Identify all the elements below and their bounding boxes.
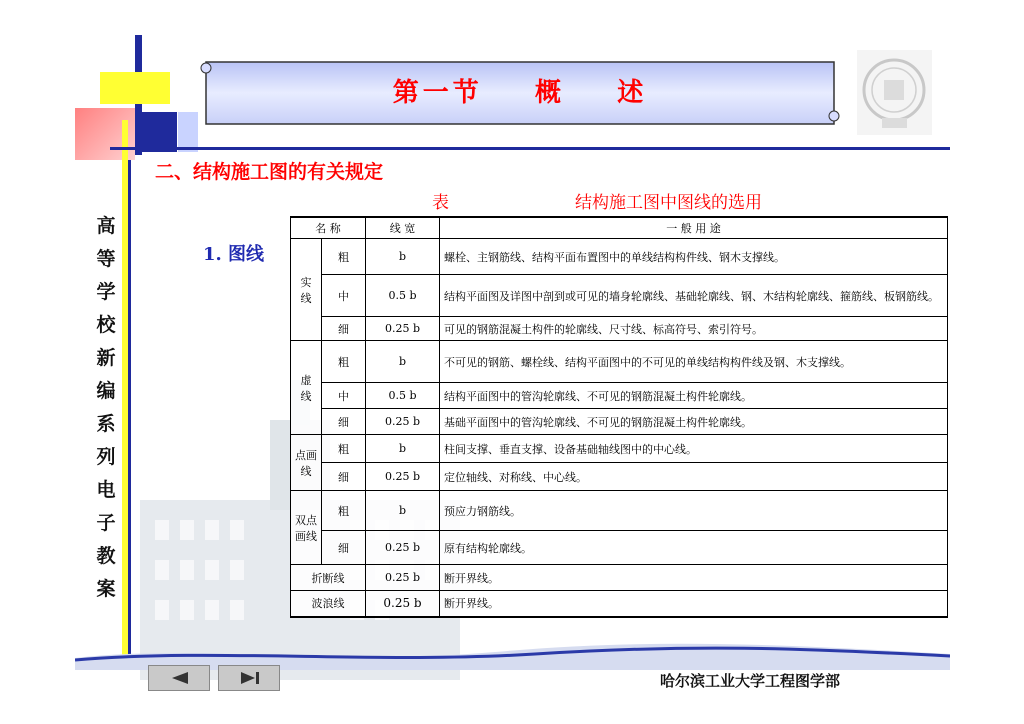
row-usage: 螺栓、主钢筋线、结构平面布置图中的单线结构构件线、钢木支撑线。 bbox=[440, 239, 948, 275]
side-char: 编 bbox=[96, 380, 116, 402]
side-char: 列 bbox=[96, 446, 116, 468]
decor-vertical-bar-blue-thin bbox=[128, 160, 131, 670]
row-weight: 粗 bbox=[322, 239, 366, 275]
row-width: 0.5 b bbox=[366, 275, 440, 317]
row-width: 0.25 b bbox=[366, 317, 440, 341]
side-char: 学 bbox=[96, 281, 116, 303]
row-width: 0.5 b bbox=[366, 383, 440, 409]
footer-institution: 哈尔滨工业大学工程图学部 bbox=[660, 672, 841, 690]
table-row bbox=[291, 565, 948, 591]
side-char: 子 bbox=[96, 512, 116, 534]
row-usage: 基础平面图中的管沟轮廓线、不可见的钢筋混凝土构件轮廓线。 bbox=[440, 409, 948, 435]
row-usage: 结构平面图及详图中剖到或可见的墙身轮廓线、基础轮廓线、钢、木结构轮廓线、箍筋线、板钢筋线。 bbox=[440, 275, 948, 317]
table-caption-prefix: 表 bbox=[432, 193, 449, 213]
side-char: 电 bbox=[96, 479, 116, 501]
line-types-table bbox=[290, 216, 948, 618]
play-next-icon bbox=[237, 670, 261, 686]
side-char: 校 bbox=[96, 314, 116, 336]
decor-square-yellow bbox=[100, 72, 170, 104]
header-width: 线 宽 bbox=[366, 217, 440, 239]
row-width: 0.25 b bbox=[366, 565, 440, 591]
table-row bbox=[291, 275, 948, 317]
row-usage: 原有结构轮廓线。 bbox=[440, 531, 948, 565]
section-subtitle: 二、结构施工图的有关规定 bbox=[155, 161, 384, 183]
decor-square-blue bbox=[135, 112, 177, 152]
row-weight: 粗 bbox=[322, 341, 366, 383]
side-char: 等 bbox=[96, 248, 116, 270]
row-weight: 中 bbox=[322, 383, 366, 409]
table-row bbox=[291, 317, 948, 341]
row-usage: 结构平面图中的管沟轮廓线、不可见的钢筋混凝土构件轮廓线。 bbox=[440, 383, 948, 409]
side-char: 教 bbox=[96, 545, 116, 567]
side-char: 系 bbox=[96, 413, 116, 435]
group-name-dashed: 虚 线 bbox=[291, 341, 322, 435]
row-weight: 细 bbox=[322, 317, 366, 341]
group-name-double-dotdash: 双点 画线 bbox=[291, 491, 322, 565]
row-usage: 定位轴线、对称线、中心线。 bbox=[440, 463, 948, 491]
row-width: 0.25 b bbox=[366, 409, 440, 435]
group-name-dotdash: 点画 线 bbox=[291, 435, 322, 491]
row-usage: 预应力钢筋线。 bbox=[440, 491, 948, 531]
side-vertical-label bbox=[96, 210, 116, 606]
row-width: b bbox=[366, 341, 440, 383]
triangle-left-icon bbox=[168, 670, 190, 686]
row-weight: 粗 bbox=[322, 435, 366, 463]
side-char: 高 bbox=[96, 215, 116, 237]
row-name: 折断线 bbox=[291, 565, 366, 591]
table-row bbox=[291, 239, 948, 275]
row-weight: 细 bbox=[322, 531, 366, 565]
table-row bbox=[291, 341, 948, 383]
row-usage: 断开界线。 bbox=[440, 565, 948, 591]
prev-slide-button[interactable] bbox=[148, 665, 210, 691]
next-slide-button[interactable] bbox=[218, 665, 280, 691]
row-width: b bbox=[366, 491, 440, 531]
side-char: 案 bbox=[96, 578, 116, 600]
row-usage: 可见的钢筋混凝土构件的轮廓线、尺寸线、标高符号、索引符号。 bbox=[440, 317, 948, 341]
table-row bbox=[291, 591, 948, 617]
table-row bbox=[291, 491, 948, 531]
row-weight: 中 bbox=[322, 275, 366, 317]
table-row bbox=[291, 383, 948, 409]
row-usage: 断开界线。 bbox=[440, 591, 948, 617]
row-weight: 粗 bbox=[322, 491, 366, 531]
table-caption-title: 结构施工图中图线的选用 bbox=[575, 193, 762, 213]
side-char: 新 bbox=[96, 347, 116, 369]
table-row bbox=[291, 463, 948, 491]
row-width: b bbox=[366, 239, 440, 275]
page-title: 第一节 概 述 bbox=[392, 78, 648, 108]
row-width: 0.25 b bbox=[366, 531, 440, 565]
decor-horizontal-rule bbox=[110, 147, 950, 150]
header-usage: 一 般 用 途 bbox=[440, 217, 948, 239]
row-name: 波浪线 bbox=[291, 591, 366, 617]
table-row bbox=[291, 531, 948, 565]
row-usage: 不可见的钢筋、螺栓线、结构平面图中的不可见的单线结构构件线及钢、木支撑线。 bbox=[440, 341, 948, 383]
group-name-solid: 实 线 bbox=[291, 239, 322, 341]
row-weight: 细 bbox=[322, 409, 366, 435]
row-usage: 柱间支撑、垂直支撑、设备基础轴线图中的中心线。 bbox=[440, 435, 948, 463]
row-weight: 细 bbox=[322, 463, 366, 491]
row-width: 0.25 b bbox=[366, 591, 440, 617]
decor-square-lightblue bbox=[178, 112, 198, 152]
table-row bbox=[291, 435, 948, 463]
table-row bbox=[291, 409, 948, 435]
header-name: 名 称 bbox=[291, 217, 366, 239]
table-header-row bbox=[291, 217, 948, 239]
subsection-label: 1. 图线 bbox=[203, 244, 265, 265]
row-width: 0.25 b bbox=[366, 463, 440, 491]
row-width: b bbox=[366, 435, 440, 463]
university-seal-logo bbox=[857, 50, 932, 135]
